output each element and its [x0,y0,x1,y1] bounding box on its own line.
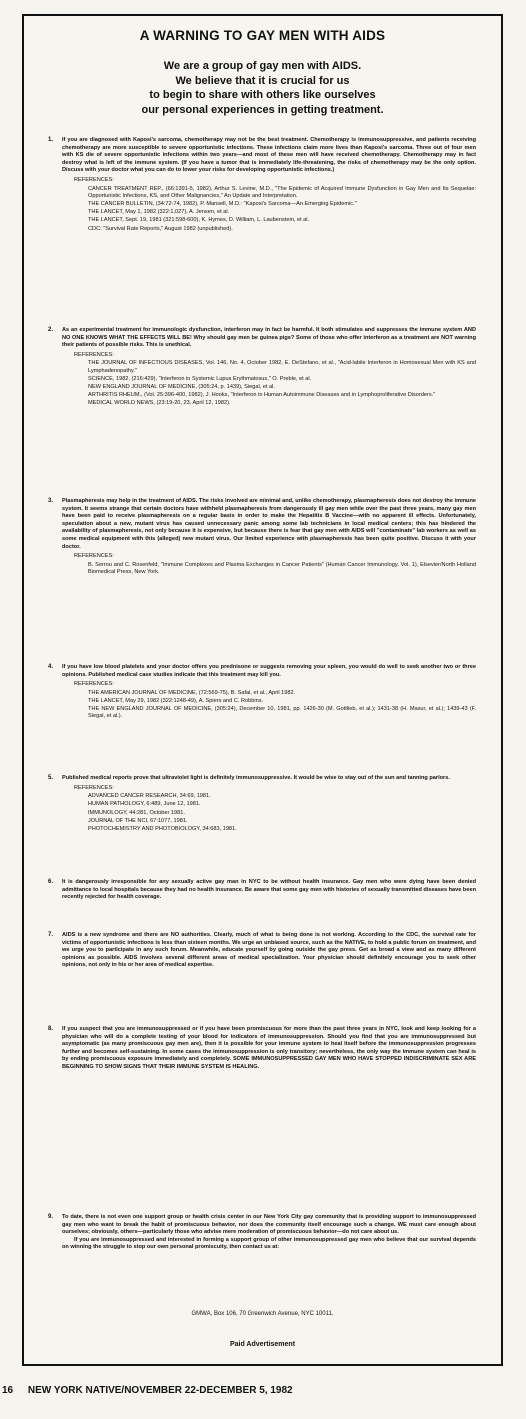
item-number: 2. [48,327,54,333]
warning-item-2 [48,327,476,408]
item-text: To date, there is not even one support group or health crisis center in our New York City gay community that is providing support to immunosuppressed gay men who want to break the habit of promiscuous behavior, nor does the community itself encourage such a change. WE must care enough about ourselves; obviously, others—particularly those who advise mere moderation of promiscuous behavior—do not care about us. [62,1214,476,1236]
advertisement-box [22,14,503,1366]
item-text: If you suspect that you are immunosuppressed or if you have been promiscuous for more than the past three years in NYC, look and keep looking for a physician who will do a complete testing of your blood for indicators of immunosuppression. Should you find that you are immunosuppressed but asymptomatic (as many promiscuous gay men are), then it is possible for your immune system to heal itself before the immunosuppression progresses further and becomes self-sustaining. In some cases the immunosuppression is only transitory; nevertheless, the only way the immune system can heal is by ending promiscuous exposure immediately and completely. SOME IMMUNOSUPPRESSED GAY MEN WHO HAVE STOPPED INDISCRIMINATE SEX ARE BEGINNING TO SHOW SIGNS THAT THEIR IMMUNE SYSTEM IS HEALING. [62,1026,476,1070]
warning-item-5 [48,775,476,833]
references-label: REFERENCES: [74,784,114,791]
reference: THE CANCER BULLETIN, (34:72-74, 1982), P. Mansell, M.D.: "Kaposi's Sarcoma—An Emerging Epidemic." [88,200,357,207]
reference: THE LANCET, May 29, 1982 (322:1248-49), A. Spiers and C. Robbins. [88,697,264,704]
item-text: If you have low blood platelets and your doctor offers you prednisone or suggests removing your spleen, you would do well to seek another two or three opinions. Published medical case studies indicate that this treatment may kill you. [62,664,476,678]
item-number: 9. [48,1214,54,1220]
reference: HUMAN PATHOLOGY, 6:489, June 12, 1981. [88,801,201,808]
reference: NEW ENGLAND JOURNAL OF MEDICINE, (305:24, p. 1439), Siegal, et al. [88,383,275,390]
ad-title: A WARNING TO GAY MEN WITH AIDS [139,28,386,43]
intro-line: We believe that it is crucial for us [175,74,350,87]
item-number: 5. [48,775,54,781]
reference: THE NEW ENGLAND JOURNAL OF MEDICINE, (305:24), December 10, 1981, pp. 1426-30 (M. Gottlieb, et al.); 1431-38 (H. Masur, et al.); 1439-43 (F. Siegal, et al.). [88,706,476,720]
reference: PHOTOCHEMISTRY AND PHOTOBIOLOGY, 34:683, 1981. [88,826,237,832]
reference: THE LANCET, May 1, 1982 (322:1,027), A. Jensen, et al. [88,209,230,216]
warning-item-9 [48,1214,476,1252]
references-label: REFERENCES: [74,553,114,560]
item-text: As an experimental treatment for immunologic dysfunction, interferon may in fact be harmful. It both stimulates and suppresses the immune system AND NO ONE KNOWS WHAT THE EFFECTS WILL BE! Why should gay men be guinea pigs? Some of those who offer interferon as a treatment are NOT warning their patients of possible risks. This is unethical. [62,327,476,349]
reference: SCIENCE, 1982, (216:429), "Interferon in Systemic Lupus Erythmatosus," O. Preble, et al. [88,375,312,382]
item-text: It is dangerously irresponsible for any sexually active gay man in NYC to be without health insurance. Gay men who were dying have been denied admittance to local hospitals because they had no health insurance. Be aware that some gay men with histories of sexually transmitted diseases have been recently rejected for health coverage. [62,879,476,901]
warning-item-3 [48,498,476,576]
warning-item-1 [48,137,476,233]
reference: THE JOURNAL OF INFECTIOUS DISEASES, Vol. 146, No. 4, October 1982, E. DeStefano, et al., "Acid-labile Interferon in Homosexual Men with KS and Lymphadenopathy." [88,360,476,374]
reference: IMMUNOLOGY, 44:281, October 1981. [88,809,185,816]
warning-item-8 [48,1026,476,1072]
item-number: 4. [48,664,54,670]
reference: ADVANCED CANCER RESEARCH, 34:69, 1981. [88,793,211,800]
item-text: Published medical reports prove that ultraviolet light is definitely immunosuppressive. It would be wise to stay out of the sun and tanning parlors. [62,775,450,781]
item-number: 8. [48,1026,54,1032]
item-number: 7. [48,932,54,938]
reference: CDC: "Survival Rate Reports," August 1982 (unpublished). [88,225,233,232]
reference: THE LANCET, Sept. 19, 1981 (321:598-600), K. Hymes, D. William, L. Laubenstein, et al. [88,217,310,224]
references-label: REFERENCES: [74,681,114,688]
reference: CANCER TREATMENT REP., (66:1391-5, 1982), Arthur S. Levine, M.D., "The Epidemic of Acquired Immune Dysfunction in Gay Men and Its Sequelae: Opportunistic Infections, KS, and Other Malignancies," An Update and Interpretation. [88,185,476,199]
reference: THE AMERICAN JOURNAL OF MEDICINE, (72:569-75), B. Safai, et al., April 1982. [88,689,296,696]
paid-advertisement-label: Paid Advertisement [229,1341,296,1348]
references-label: REFERENCES: [74,351,114,358]
page-footer [2,1385,522,1396]
publication-line: NEW YORK NATIVE/NOVEMBER 22-DECEMBER 5, 1982 [27,1385,293,1396]
warning-item-4 [48,664,476,721]
reference: JOURNAL OF THE NCI, 67:1077, 1981. [88,817,188,824]
item-number: 6. [48,879,54,885]
warning-item-6 [48,879,476,902]
item-text-continued: If you are immunosuppressed and interested in forming a support group of other immunosuppressed gay men who believe that our survival depends on winning the struggle to stop our own personal promiscuity, then contact us at: [62,1236,476,1251]
item-number: 3. [48,498,54,504]
reference: MEDICAL WORLD NEWS, (23:19-20, 23, April 12, 1982). [88,400,231,407]
page-number: 16 [2,1385,14,1396]
item-text: AIDS is a new syndrome and there are NO authorities. Clearly, much of what is being done is not working. According to the CDC, the survival rate for victims of opportunistic infections is less than sixteen months. We urge an unbiased source, such as the NATIVE, to hold a public forum on treatment, and we urge you to participate in any such forum. Meanwhile, educate yourself by going outside the gay press. Get as broad a view and as many different opinions as possible. AIDS involves several different areas of medical specialization. Your physician should definitely encourage you to seek other opinions, not only in his or her area of medical expertise. [62,932,476,969]
contact-address: GMWA, Box 106, 70 Greenwich Avenue, NYC 10011. [191,1311,334,1317]
warning-item-7 [48,932,476,970]
reference: ARTHRITIS RHEUM., (Vol. 25:396-400, 1982), J. Hooks, "Interferon in Human Autoimmune Diseases and in Lymphoproliferative Disorders." [88,392,436,399]
intro-line: to begin to share with others like ourselves [149,89,376,101]
references-label: REFERENCES: [74,176,114,183]
item-text: If you are diagnosed with Kaposi's sarcoma, chemotherapy may not be the best treatment. Chemotherapy is immunosuppressive, and patients receiving chemotherapy are more susceptible to severe opportunistic infections. These infections claim more lives than Kaposi's sarcoma. Three out of four men with KS die of severe opportunistic infections within two years—and most of these men will have received chemotherapy. Chemotherapy may in fact destroy what is left of the immune system. (If you have a tumor that is immediately life-threatening, the risks of chemotherapy may be the only option. Discuss with your doctor what you can do to lower your risks for developing opportunistic infections.) [62,137,476,174]
reference: B. Serrou and C. Rosenfeld, "Immune Complexes and Plasma Exchanges in Cancer Patients" (Human Cancer Immunology, Vol. 1), Elsevier/North Holland Biomedical Press, New York. [88,561,476,575]
ad-intro [24,59,501,117]
intro-line: We are a group of gay men with AIDS. [163,60,362,72]
intro-line: our personal experiences in getting treatment. [141,103,384,116]
item-number: 1. [48,137,54,143]
item-text: Plasmapheresis may help in the treatment of AIDS. The risks involved are minimal and, unlike chemotherapy, plasmapheresis does not destroy the immune system. It seems strange that certain doctors have withheld plasmapheresis from dangerously ill gay men while over the past three years, many gay men have been paid to receive plasmapheresis on a regular basis in order to make the Hepatitis B Vaccine—with no apparent ill effects. Unfortunately, speculation about a new, mutant virus has caused unnecessary panic among some lab technicians in local medical centers; this has hindered the availability of plasmapheresis, not only because it is expensive, but because there is fear that gay men with AIDS will "contaminate" lab workers as well as some medical equipment with this (alleged) new mutant virus. Our limited experience with plasmapheresis has been quite positive. Discuss it with your doctor. [62,498,476,550]
